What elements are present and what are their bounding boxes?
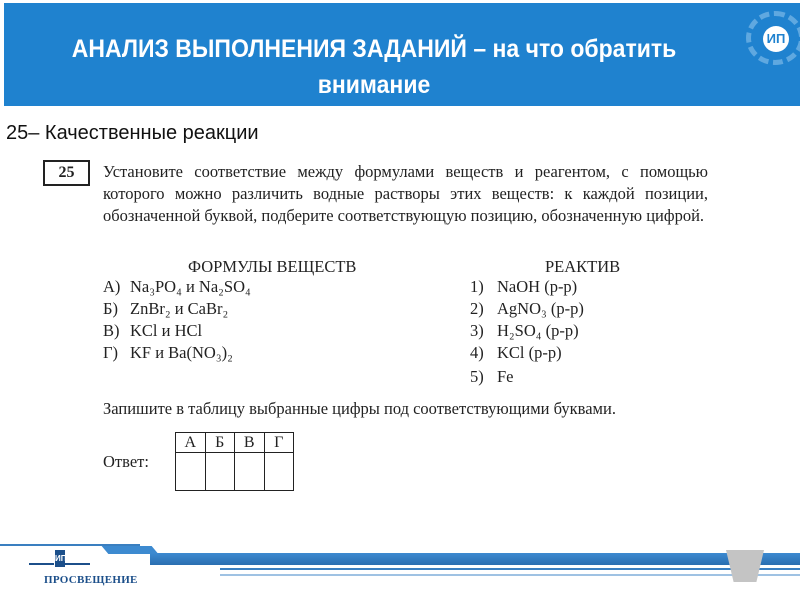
answer-col-header: Г [264, 433, 294, 453]
item-value: NaOH (р-р) [497, 277, 578, 296]
footer-band [150, 553, 800, 565]
item-value: Na₃PO₄ и Na₂SO₄ [130, 277, 251, 296]
item-key: Г) [103, 343, 119, 362]
answer-cell[interactable] [264, 453, 294, 491]
instruction: Запишите в таблицу выбранные цифры под соответствующими буквами. [103, 399, 616, 418]
left-item [103, 299, 228, 319]
title-line-1: АНАЛИЗ ВЫПОЛНЕНИЯ ЗАДАНИЙ – на что обратить [71, 35, 677, 63]
footer-logo-text: ПРОСВЕЩЕНИЕ [44, 574, 138, 586]
left-column-header: ФОРМУЛЫ ВЕЩЕСТВ [188, 257, 357, 276]
slide-tab-icon [726, 550, 764, 582]
item-key: 5) [470, 367, 484, 386]
item-key: В) [103, 321, 120, 340]
left-item [103, 321, 202, 341]
item-value: ZnBr₂ и CaBr₂ [130, 299, 229, 318]
footer-stripe [220, 574, 800, 576]
item-value: KF и Ba(NO₃)₂ [130, 343, 233, 362]
answer-cell[interactable] [176, 453, 206, 491]
item-value: AgNO₃ (р-р) [497, 299, 584, 318]
left-item [103, 277, 251, 297]
item-key: 2) [470, 299, 484, 318]
slide-subtitle: 25– Качественные реакции [6, 122, 259, 144]
item-key: А) [103, 277, 121, 296]
item-value: H₂SO₄ (р-р) [497, 321, 579, 340]
answer-cell[interactable] [235, 453, 265, 491]
answer-label: Ответ: [103, 452, 149, 471]
title-line-2: внимание [317, 71, 431, 99]
right-item [470, 277, 577, 297]
footer-stripe [220, 568, 800, 570]
left-item [103, 343, 233, 363]
answer-cell[interactable] [205, 453, 235, 491]
right-item [470, 299, 584, 319]
task-text: Установите соответствие между формулами веществ и реагентом, с помощью которого можно различить водные растворы этих веществ: к каждой позиции, обозначенной буквой, подберите соответствующую позицию, обозначенную цифрой. [103, 162, 708, 225]
logo-bar [65, 563, 90, 565]
answer-col-header: А [176, 433, 206, 453]
item-key: 4) [470, 343, 484, 362]
logo-bar [29, 563, 54, 565]
right-item [470, 321, 579, 341]
item-value: Fe [497, 367, 514, 386]
answer-col-header: Б [205, 433, 235, 453]
item-value: KCl и HCl [130, 321, 203, 340]
right-item [470, 367, 514, 387]
answer-col-header: В [235, 433, 265, 453]
slide-title [52, 31, 696, 103]
slide-header [4, 3, 800, 106]
prosveshchenie-logo-icon: ИП [55, 550, 65, 567]
item-key: Б) [103, 299, 118, 318]
task-number: 25 [43, 160, 90, 186]
answer-table [175, 432, 294, 491]
emblem-text: ИП [763, 26, 789, 52]
item-key: 3) [470, 321, 484, 340]
right-item [470, 343, 562, 363]
item-key: 1) [470, 277, 484, 296]
item-value: KCl (р-р) [497, 343, 562, 362]
right-column-header: РЕАКТИВ [545, 257, 621, 276]
emblem-logo-icon [746, 11, 800, 65]
